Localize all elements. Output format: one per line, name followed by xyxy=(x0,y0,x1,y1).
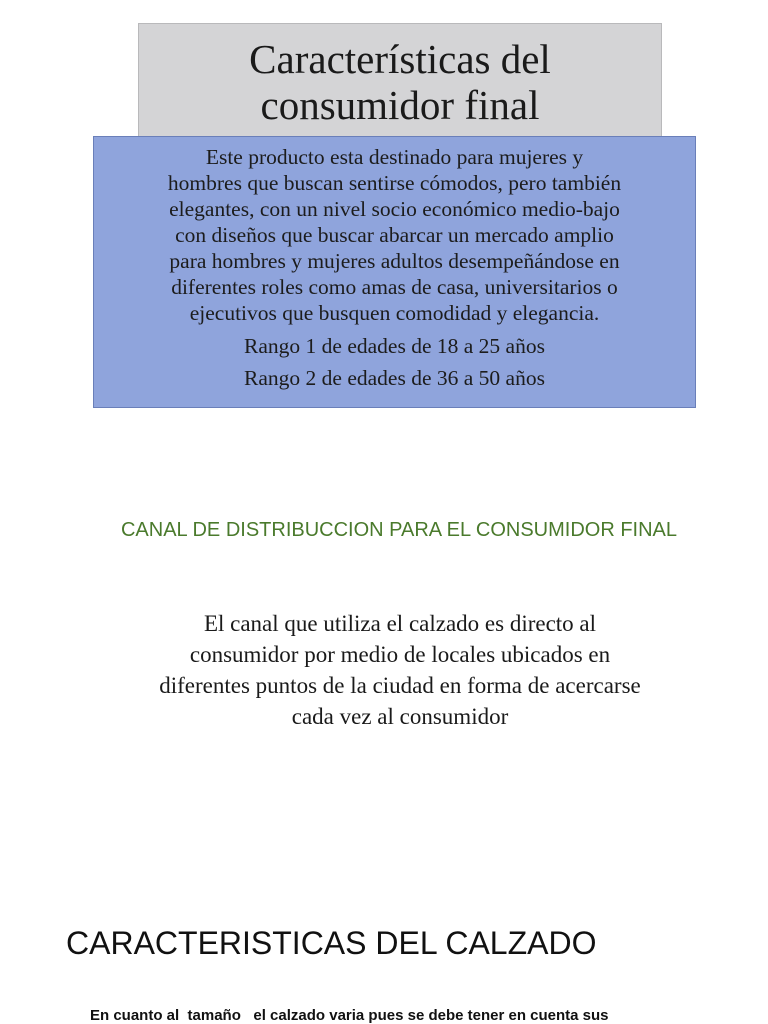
description-line: elegantes, con un nivel socio económico medio-bajo xyxy=(169,197,620,221)
footwear-text: En cuanto al tamaño el calzado varia pues se debe tener en cuenta sus xyxy=(90,1007,609,1024)
distribution-line: diferentes puntos de la ciudad en forma de acercarse xyxy=(159,673,641,698)
title-line-2: consumidor final xyxy=(260,82,540,128)
description-line: Este producto esta destinado para mujeres y xyxy=(205,145,584,169)
footwear-heading: CARACTERISTICAS DEL CALZADO xyxy=(66,925,597,961)
age-range-2: Rango 2 de edades de 36 a 50 años xyxy=(244,366,545,390)
description-line: con diseños que buscar abarcar un mercado amplio xyxy=(175,223,614,247)
distribution-line: El canal que utiliza el calzado es directo al xyxy=(203,611,597,636)
description-box xyxy=(93,136,696,408)
distribution-heading: CANAL DE DISTRIBUCCION PARA EL CONSUMIDOR FINAL xyxy=(120,519,677,541)
description-line: hombres que buscan sentirse cómodos, pero también xyxy=(167,171,622,195)
distribution-line: consumidor por medio de locales ubicados en xyxy=(189,642,611,667)
description-line: ejecutivos que busquen comodidad y elegancia. xyxy=(189,301,600,325)
description-paragraph xyxy=(98,144,691,326)
title-line-1: Características del xyxy=(249,36,551,82)
description-line: diferentes roles como amas de casa, universitarios o xyxy=(171,275,618,299)
description-line: para hombres y mujeres adultos desempeñándose en xyxy=(169,249,620,273)
distribution-line: cada vez al consumidor xyxy=(291,704,509,729)
age-range-1: Rango 1 de edades de 18 a 25 años xyxy=(244,334,545,358)
distribution-text xyxy=(80,608,720,732)
title-box xyxy=(138,23,662,141)
